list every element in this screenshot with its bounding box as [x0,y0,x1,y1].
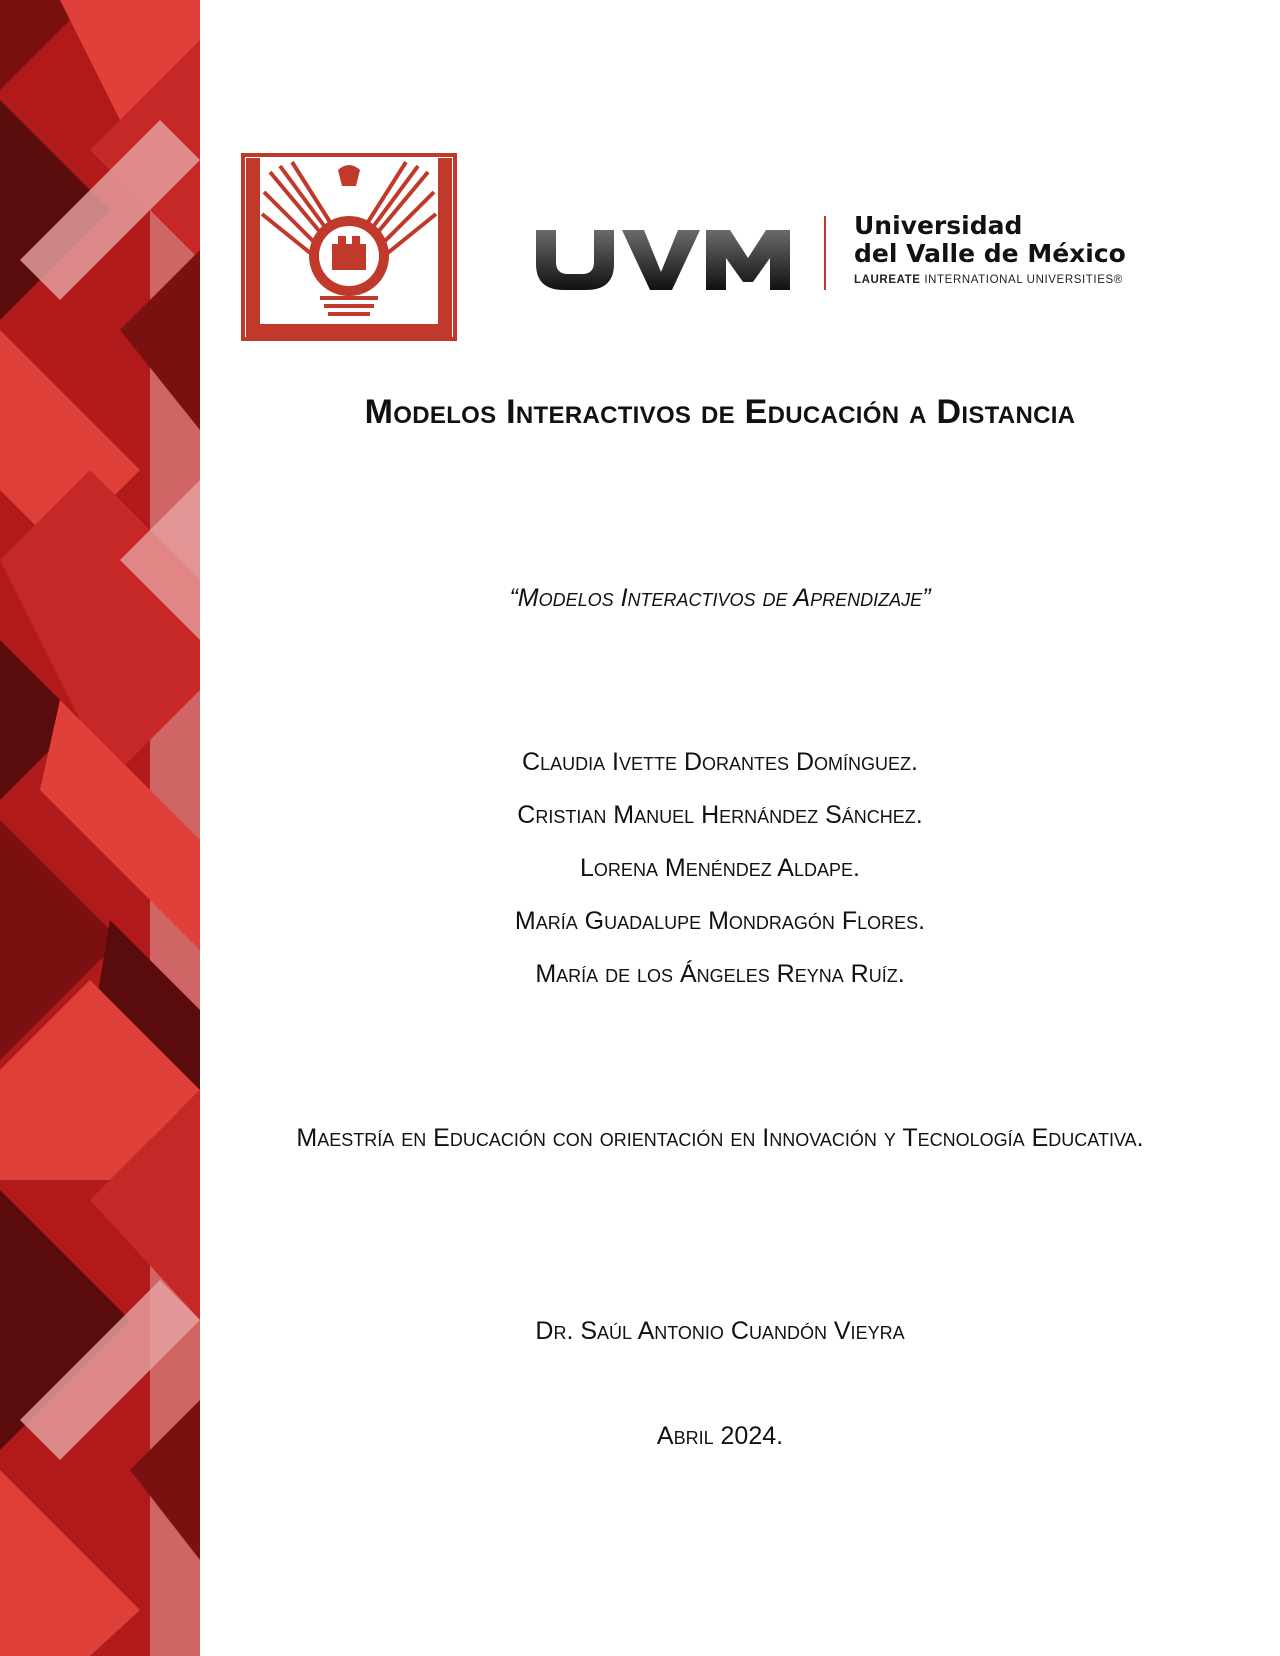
tagline-rest: INTERNATIONAL UNIVERSITIES® [920,274,1123,286]
university-name-line1: Universidad [854,211,1023,240]
university-name [854,212,1126,268]
university-name-line2: del Valle de México [854,239,1126,268]
decorative-side-band [0,0,200,1656]
logo-divider [824,216,826,290]
uvm-logo [534,210,1194,300]
advisor-name: Dr. Saúl Antonio Cuandón Vieyra [535,1317,905,1345]
author-list [210,736,1230,1001]
document-date: Abril 2024. [656,1422,784,1450]
program-name: Maestría en Educación con orientación en Innovación y Tecnología Educativa. [296,1124,1144,1152]
document-title: Modelos Interactivos de Educación a Distancia [364,393,1076,431]
author-name: Cristian Manuel Hernández Sánchez. [517,801,923,829]
document-subtitle: “Modelos Interactivos de Aprendizaje” [509,584,931,612]
uvm-acronym-mark [534,210,794,300]
author-name: María de los Ángeles Reyna Ruíz. [535,960,905,988]
laureate-tagline [854,274,1123,286]
university-seal-logo [240,152,458,342]
author-name: María Guadalupe Mondragón Flores. [514,907,926,935]
author-name: Lorena Menéndez Aldape. [580,854,860,882]
tagline-bold: LAUREATE [854,274,921,286]
author-name: Claudia Ivette Dorantes Domínguez. [522,748,918,776]
